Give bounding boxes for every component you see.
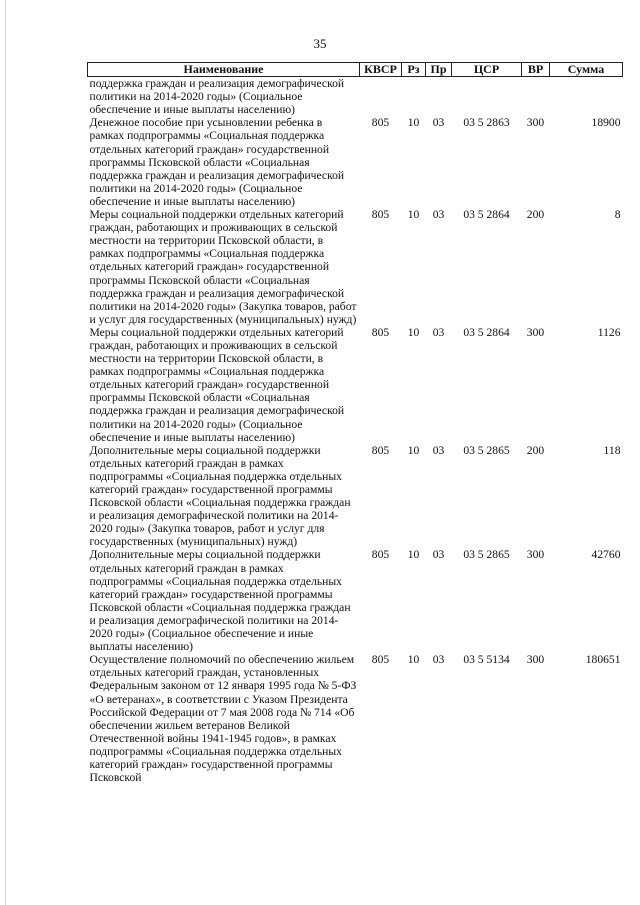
scan-edge-line [5,0,6,905]
row-rz: 10 [407,443,420,457]
row-kvsr: 805 [371,443,390,457]
table-row [88,548,623,653]
row-vr: 200 [526,443,545,457]
row-sum: 42760 [591,548,621,562]
row-pr [426,77,452,117]
row-sum: 180651 [585,653,621,667]
row-vr: 300 [526,653,545,667]
row-csr: 03 5 2864 [463,208,510,222]
row-pr: 03 [432,325,445,339]
row-kvsr: 805 [371,208,390,222]
row-vr: 300 [526,325,545,339]
row-vr: 300 [526,116,545,130]
row-rz: 10 [407,116,420,130]
table-row [88,116,623,208]
row-csr: 03 5 2865 [463,548,510,562]
table-header [88,63,623,77]
row-vr: 200 [526,208,545,222]
row-pr: 03 [432,116,445,130]
row-pr: 03 [432,653,445,667]
row-rz: 10 [407,325,420,339]
row-name: Дополнительные меры социальной поддержки отдельных категорий граждан в рамках подпрограммы «Социальная поддержка отдельных категорий граждан» государственной программы Псковской области «Социальная поддержка граждан и реализация демографической политики на 2014-2020 годы» (Социальное обеспечение и иные выплаты населению) [89,548,351,654]
row-sum: 8 [614,208,621,222]
header-vr: ВР [522,63,550,77]
row-csr: 03 5 5134 [463,653,510,667]
table-row [88,653,623,784]
row-csr: 03 5 2864 [463,325,510,339]
row-vr [522,77,550,117]
row-rz: 10 [407,208,420,222]
row-kvsr: 805 [371,325,390,339]
row-pr: 03 [432,443,445,457]
row-sum: 18900 [591,116,621,130]
row-name: Дополнительные меры социальной поддержки отдельных категорий граждан в рамках подпрограммы «Социальная поддержка отдельных категорий граждан» государственной программы Псковской области «Социальная поддержка граждан и реализация демографической политики на 2014-2020 годы» (Закупка товаров, работ и услуг для государственных (муниципальных) нужд) [89,443,351,549]
row-sum [550,77,623,117]
header-csr: ЦСР [452,63,522,77]
row-name: Меры социальной поддержки отдельных категорий граждан, работающих и проживающих в сельской местности на территории Псковской области, в рамках подпрограммы «Социальная поддержка отдельных категорий граждан» государственной программы Псковской области «Социальная поддержка граждан и реализация демографической политики на 2014-2020 годы» (Социальное обеспечение и иные выплаты населению) [89,325,345,444]
header-sum: Сумма [550,63,623,77]
row-vr: 300 [526,548,545,562]
row-kvsr: 805 [371,548,390,562]
row-rz: 10 [407,548,420,562]
row-kvsr: 805 [371,653,390,667]
row-rz: 10 [407,653,420,667]
table-row [88,77,623,117]
row-pr: 03 [432,548,445,562]
header-rz: Рз [402,63,426,77]
row-sum: 1126 [597,325,621,339]
header-pr: Пр [426,63,452,77]
row-csr: 03 5 2865 [463,443,510,457]
row-name: Денежное пособие при усыновлении ребенка в рамках подпрограммы «Социальная поддержка отдельных категорий граждан» государственной программы Псковской области «Социальная поддержка граждан и реализация демографической политики на 2014-2020 годы» (Социальное обеспечение и иные выплаты населению) [89,116,345,208]
table-row [88,208,623,326]
row-name: Осуществление полномочий по обеспечению жильем отдельных категорий граждан, установленных Федеральным законом от 12 января 1995 года № 5-ФЗ «О ветеранах», в соответствии с Указом Президента Российской Федерации от 7 мая 2008 года № 714 «Об обеспечении жильем ветеранов Великой Отечественной войны 1941-1945 годов», в рамках подпрограммы «Социальная поддержка отдельных категорий граждан» государственной программы Псковской [89,653,357,785]
row-pr: 03 [432,208,445,222]
header-name: Наименование [88,63,360,77]
row-name: поддержка граждан и реализация демографической политики на 2014-2020 годы» (Социальное обеспечение и иные выплаты населению) [89,77,345,117]
row-name: Меры социальной поддержки отдельных категорий граждан, работающих и проживающих в сельской местности на территории Псковской области, в рамках подпрограммы «Социальная поддержка отдельных категорий граждан» государственной программы Псковской области «Социальная поддержка граждан и реализация демографической политики на 2014-2020 годы» (Закупка товаров, работ и услуг для государственных (муниципальных) нужд) [89,208,357,326]
row-kvsr: 805 [371,116,390,130]
table-row [88,444,623,549]
row-rz [402,77,426,117]
row-csr: 03 5 2863 [463,116,510,130]
row-csr [452,77,522,117]
budget-table [87,62,623,784]
row-kvsr [360,77,402,117]
table-row [88,326,623,444]
page-number: 35 [313,36,327,51]
header-kvsr: КВСР [360,63,402,77]
row-sum: 118 [603,443,621,457]
